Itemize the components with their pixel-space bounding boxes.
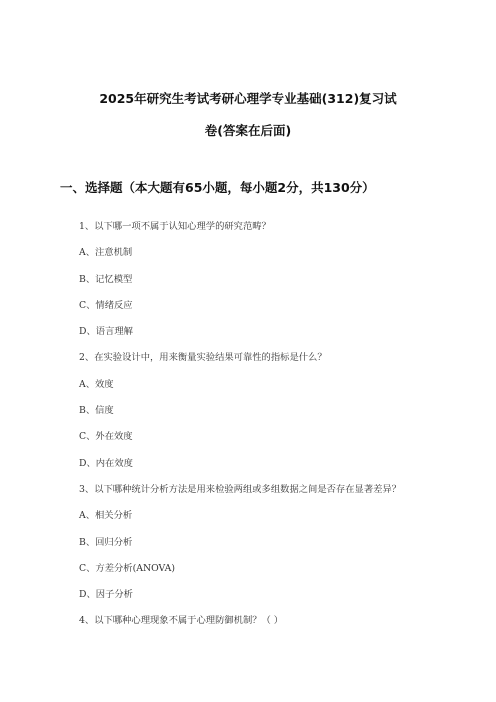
answer-option: B、记忆模型 (79, 273, 133, 285)
section-heading: 一、选择题（本大题有65小题，每小题2分，共130分） (60, 180, 375, 195)
answer-option: A、注意机制 (79, 247, 133, 259)
document-title-line-2: 卷(答案在后面) (204, 123, 292, 138)
answer-option: A、效度 (79, 378, 114, 390)
answer-option: C、情绪反应 (79, 299, 133, 311)
question-stem: 4、以下哪种心理现象不属于心理防御机制？（ ） (79, 615, 284, 627)
answer-option: B、回归分析 (79, 536, 133, 548)
answer-option: C、外在效度 (79, 431, 133, 443)
answer-option: C、方差分析(ANOVA) (79, 562, 175, 574)
question-stem: 1、以下哪一项不属于认知心理学的研究范畴？ (79, 221, 271, 232)
question-list (79, 219, 479, 640)
document-title-line-1: 2025年研究生考试考研心理学专业基础(312)复习试 (99, 91, 397, 106)
answer-option: B、信度 (79, 405, 114, 417)
answer-option: D、因子分析 (79, 589, 133, 601)
question-stem: 2、在实验设计中，用来衡量实验结果可靠性的指标是什么？ (79, 352, 327, 364)
question-stem: 3、以下哪种统计分析方法是用来检验两组或多组数据之间是否存在显著差异？ (79, 483, 402, 495)
answer-option: A、相关分析 (79, 510, 133, 522)
answer-option: D、语言理解 (79, 326, 133, 338)
answer-option: D、内在效度 (79, 457, 133, 469)
